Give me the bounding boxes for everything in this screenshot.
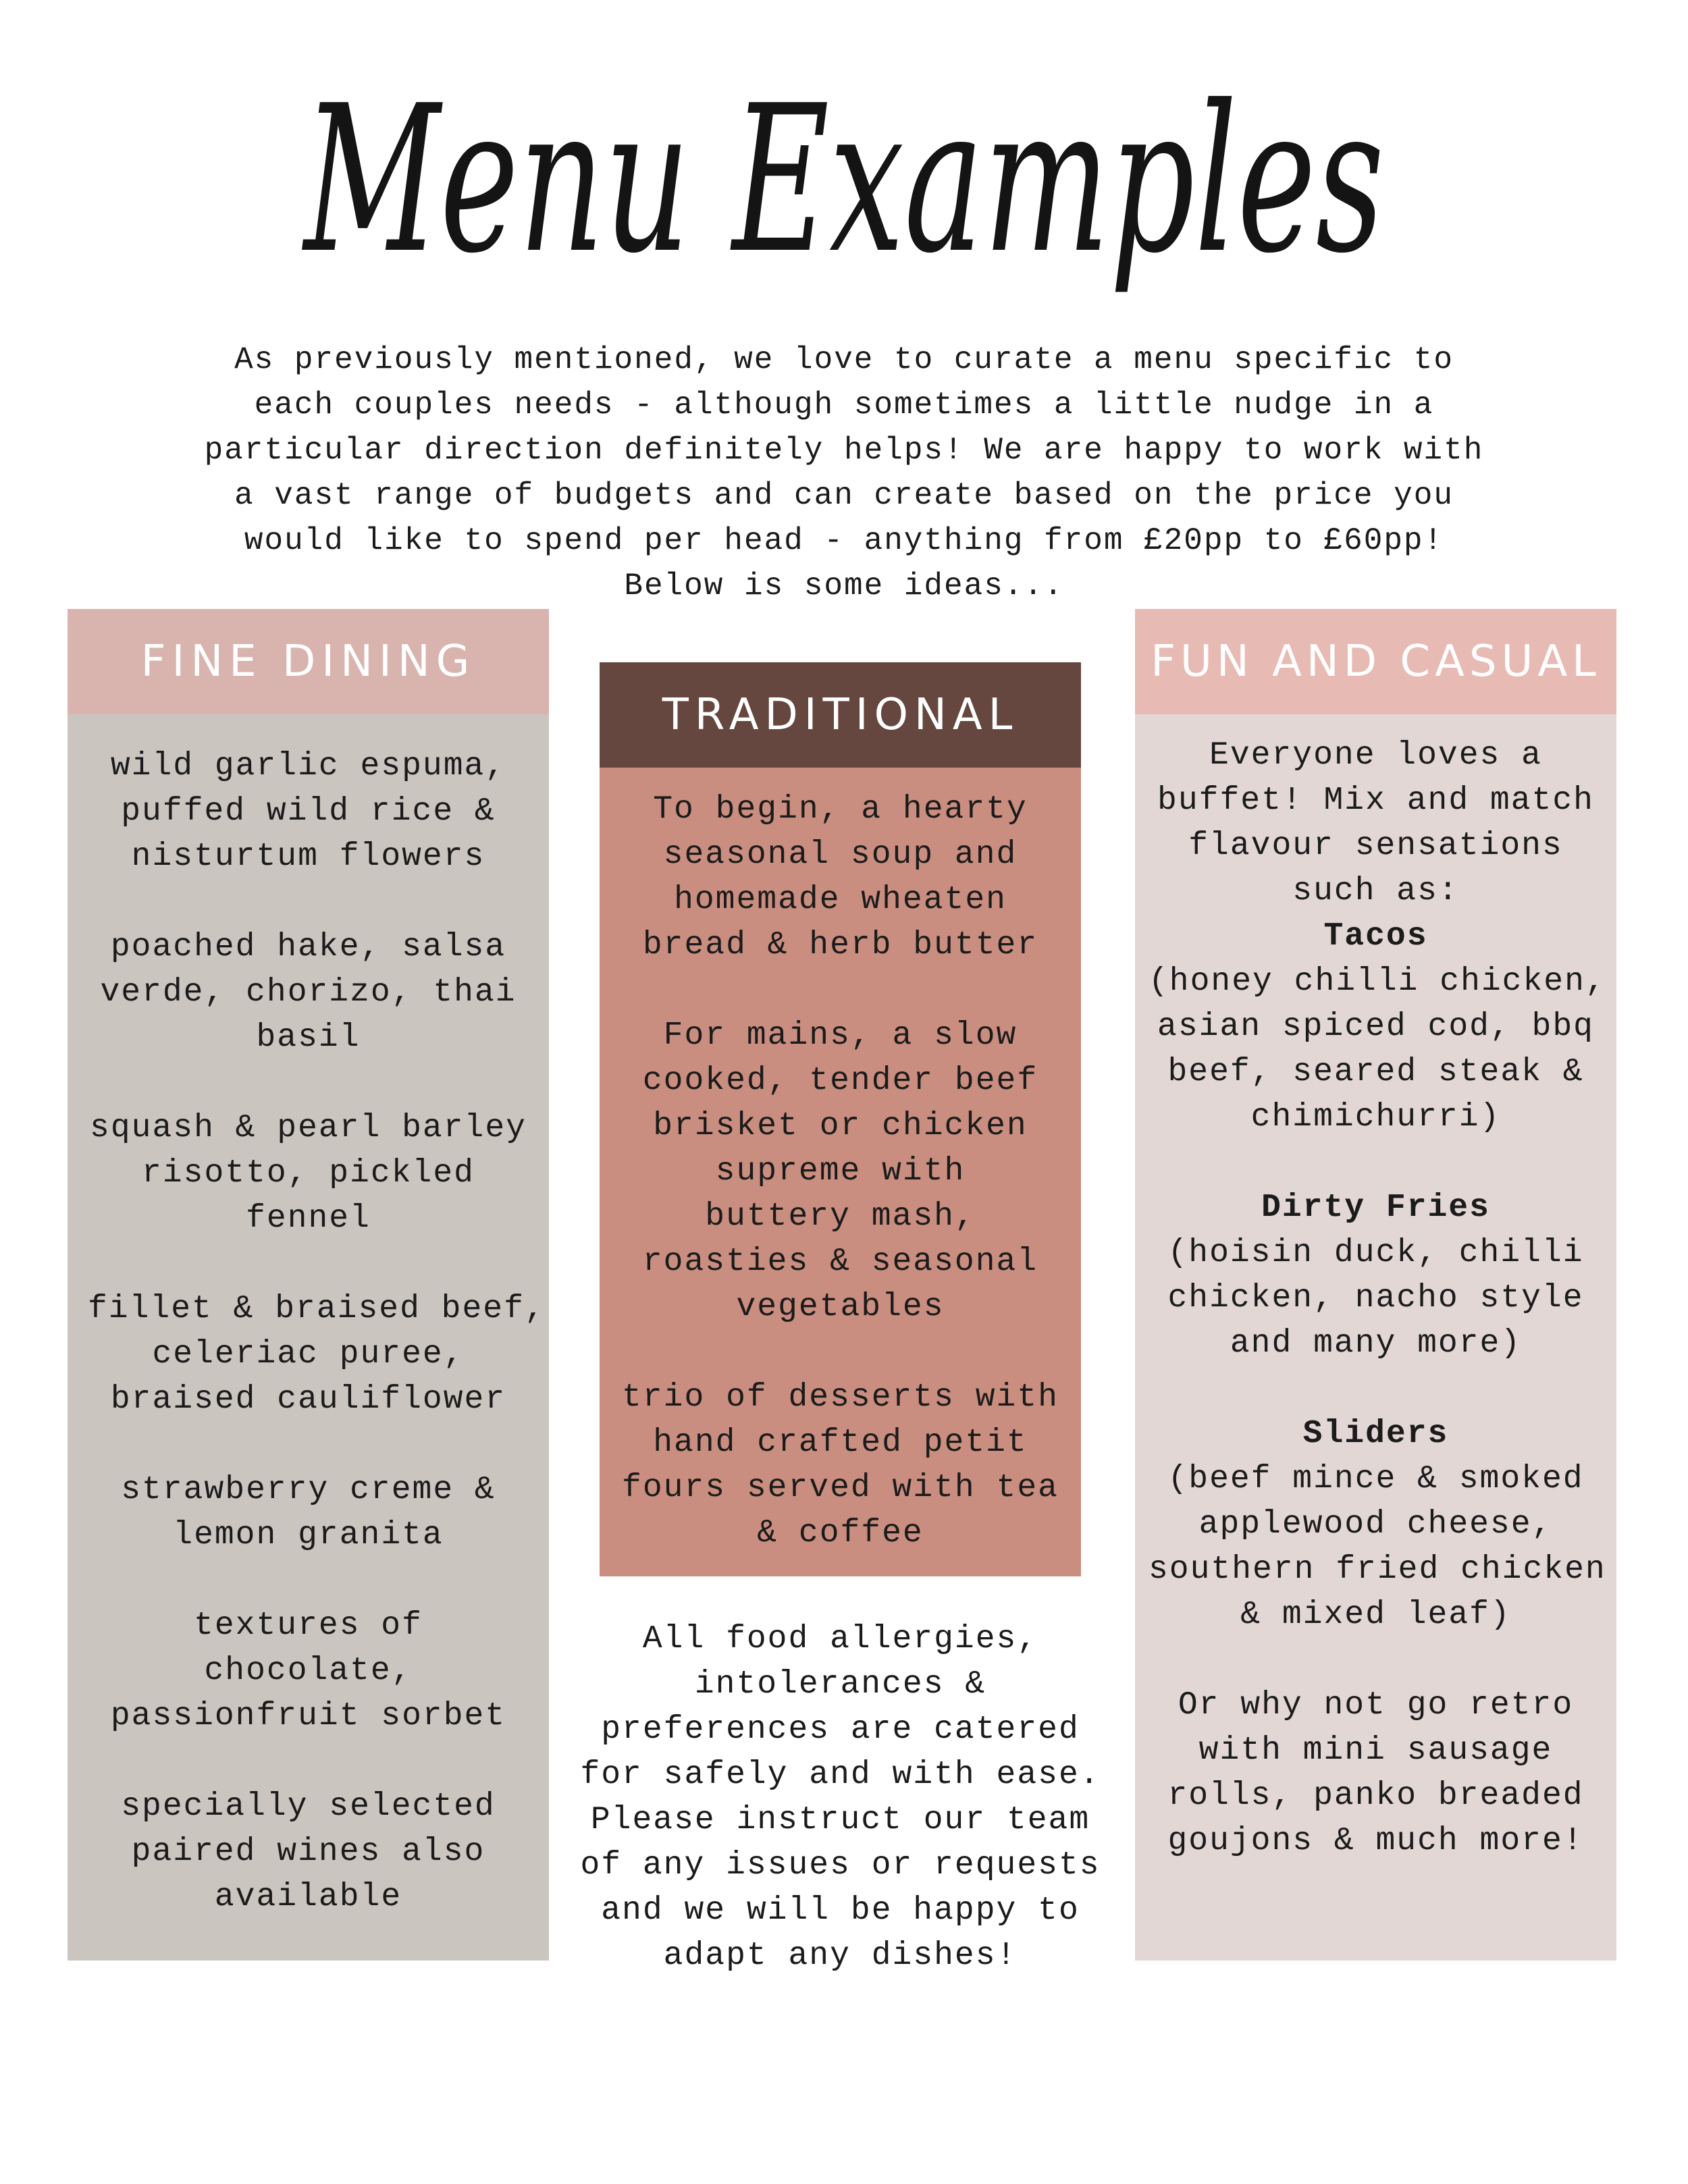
buffet-outro <box>1149 1683 1603 1864</box>
page-title-text: Menu Examples <box>301 62 1384 298</box>
buffet-intro-line: Everyone loves a <box>1209 737 1542 774</box>
intro-line: particular direction definitely helps! We are happy to work with <box>204 433 1484 468</box>
buffet-outro-line: with mini sausage <box>1198 1732 1553 1769</box>
intro-line: As previously mentioned, we love to curate a menu specific to <box>234 342 1454 377</box>
menu-item-line: To begin, a hearty <box>653 791 1028 828</box>
menu-item-line: bread & herb butter <box>642 927 1038 963</box>
menu-item-line: fillet & braised beef, <box>88 1291 546 1327</box>
traditional-menu <box>600 787 1081 1601</box>
buffet-section-line: chicken, nacho style <box>1167 1280 1584 1316</box>
buffet-intro-line: flavour sensations <box>1188 828 1563 864</box>
buffet-intro-line: such as: <box>1292 873 1459 909</box>
allergy-note-line: of any issues or requests <box>580 1847 1101 1884</box>
menu-item <box>620 787 1061 968</box>
menu-item-line: fours served with tea <box>622 1470 1059 1506</box>
buffet-section-title: Tacos <box>1323 918 1428 955</box>
buffet-section-line: & mixed leaf) <box>1240 1597 1511 1633</box>
fine-dining-column <box>68 609 549 1961</box>
buffet-section-sliders <box>1149 1412 1606 1638</box>
menu-item-line: fennel <box>246 1200 371 1237</box>
menu-item-line: & coffee <box>757 1515 924 1551</box>
menu-item-line: homemade wheaten <box>674 882 1007 918</box>
menu-item-line: chocolate, <box>204 1653 413 1689</box>
fine-dining-header: FINE DINING <box>68 609 549 714</box>
buffet-section-line: applewood cheese, <box>1198 1506 1553 1543</box>
buffet-section-title: Sliders <box>1302 1416 1449 1452</box>
intro-line: would like to spend per head - anything from £20pp to £60pp! <box>244 523 1444 558</box>
menu-item-line: roasties & seasonal <box>642 1244 1038 1280</box>
buffet-intro-line: buffet! Mix and match <box>1157 782 1594 819</box>
menu-item-line: paired wines also <box>131 1834 485 1870</box>
menu-item-line: verde, chorizo, thai <box>100 974 517 1011</box>
buffet-section-dirty-fries <box>1149 1186 1603 1366</box>
buffet-section-line: (beef mince & smoked <box>1167 1461 1584 1497</box>
allergy-note-line: preferences are catered <box>601 1711 1080 1748</box>
fun-and-casual-header: FUN AND CASUAL <box>1135 609 1616 714</box>
buffet-section-line: (hoisin duck, chilli <box>1167 1235 1584 1271</box>
menu-item <box>620 1013 1061 1330</box>
menu-item-line: specially selected <box>121 1788 496 1825</box>
menu-item-line: hand crafted petit <box>653 1424 1028 1461</box>
buffet-outro-line: rolls, panko breaded <box>1167 1778 1584 1814</box>
menu-item <box>88 1784 529 1920</box>
menu-item-line: nisturtum flowers <box>131 838 485 875</box>
buffet-section-line: chimichurri) <box>1250 1099 1501 1136</box>
menu-item-line: cooked, tender beef <box>642 1063 1038 1099</box>
menu-item-line: seasonal soup and <box>663 836 1018 873</box>
allergy-note-line: intolerances & <box>694 1666 986 1703</box>
menu-item <box>88 925 529 1061</box>
buffet-section-tacos <box>1149 914 1606 1140</box>
traditional-column <box>600 662 1081 1576</box>
intro-line: Below is some ideas... <box>624 568 1064 604</box>
menu-item <box>88 1468 529 1558</box>
allergy-note-line: for safely and with ease. <box>580 1757 1101 1793</box>
menu-item-line: buttery mash, <box>705 1198 976 1235</box>
menu-item-line: supreme with <box>715 1153 966 1190</box>
fine-dining-menu <box>68 744 549 1965</box>
menu-item-line: lemon granita <box>173 1517 444 1553</box>
menu-item-line: For mains, a slow <box>663 1017 1018 1054</box>
buffet-outro-line: goujons & much more! <box>1167 1823 1584 1859</box>
menu-item <box>88 1106 529 1242</box>
buffet-section-line: (honey chilli chicken, <box>1149 963 1606 1000</box>
buffet-intro <box>1149 733 1603 914</box>
buffet-section-line: and many more) <box>1230 1325 1522 1362</box>
menu-item <box>88 744 529 880</box>
menu-item-line: risotto, pickled <box>142 1155 475 1192</box>
buffet-section-line: asian spiced cod, bbq <box>1157 1009 1594 1045</box>
menu-item-line: textures of <box>194 1607 423 1644</box>
fun-and-casual-column <box>1135 609 1616 1961</box>
allergy-note-line: Please instruct our team <box>590 1802 1090 1838</box>
menu-item-line: braised cauliflower <box>110 1381 506 1418</box>
menu-item <box>88 1603 529 1739</box>
menu-item-line: basil <box>256 1019 361 1056</box>
menu-item-line: strawberry creme & <box>121 1472 496 1508</box>
menu-item-line: vegetables <box>736 1289 945 1325</box>
allergy-note-line: adapt any dishes! <box>663 1938 1018 1974</box>
traditional-header: TRADITIONAL <box>600 662 1081 768</box>
menu-item-line: passionfruit sorbet <box>110 1698 506 1734</box>
menu-item-line: poached hake, salsa <box>110 929 506 965</box>
menu-item-line: available <box>214 1879 402 1915</box>
intro-paragraph <box>169 338 1519 609</box>
buffet-section-title: Dirty Fries <box>1261 1190 1490 1226</box>
menu-item-line: squash & pearl barley <box>90 1110 527 1146</box>
buffet-section-line: southern fried chicken <box>1149 1551 1606 1588</box>
fun-and-casual-menu <box>1135 733 1616 1909</box>
buffet-outro-line: Or why not go retro <box>1178 1687 1574 1724</box>
page-title <box>0 27 1688 344</box>
menu-item-line: trio of desserts with <box>622 1379 1059 1416</box>
menu-item <box>88 1287 546 1422</box>
menu-item-line: celeriac puree, <box>152 1336 465 1373</box>
buffet-section-line: beef, seared steak & <box>1167 1054 1584 1090</box>
menu-item-line: wild garlic espuma, <box>110 748 506 784</box>
allergy-note <box>579 1617 1101 1979</box>
allergy-note-line: and we will be happy to <box>601 1892 1080 1929</box>
intro-line: a vast range of budgets and can create based on the price you <box>234 478 1454 513</box>
menu-item-line: brisket or chicken <box>653 1108 1028 1144</box>
intro-line: each couples needs - although sometimes a little nudge in a <box>254 388 1434 423</box>
menu-item-line: puffed wild rice & <box>121 793 496 830</box>
menu-item <box>620 1375 1061 1556</box>
allergy-note-line: All food allergies, <box>642 1621 1038 1657</box>
